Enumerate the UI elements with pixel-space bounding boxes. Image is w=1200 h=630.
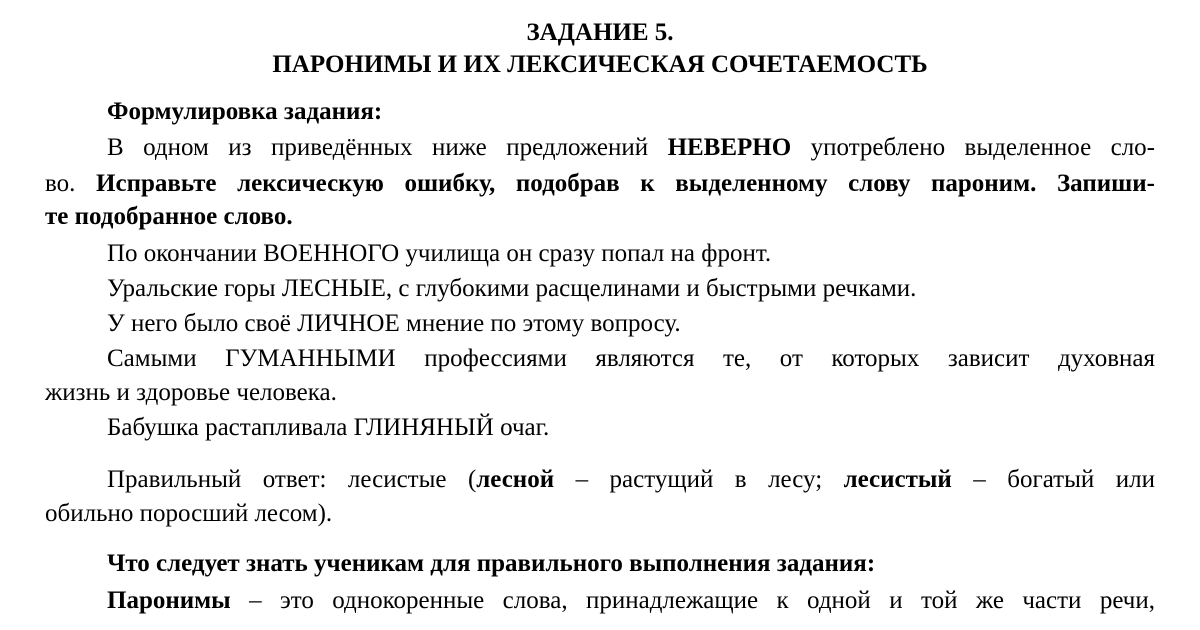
task-heading-text: Формулировка задания:: [107, 98, 383, 125]
notes-heading: [107, 549, 875, 579]
sentence-3: У него было своё ЛИЧНОЕ мнение по этому вопросу.: [107, 310, 681, 337]
notes-heading-text: Что следует знать ученикам для правильного выполнения задания:: [107, 550, 876, 577]
task-instruction-bold: Исправьте лексическую ошибку, подобрав к выделенному слову пароним. Запиши-: [96, 170, 1155, 197]
task-text-line-3: [45, 202, 293, 232]
answer-text-part: – растущий в лесу;: [554, 466, 844, 493]
answer-line-2: обильно поросший лесом).: [45, 500, 333, 527]
sentence-5: Бабушка растапливала ГЛИНЯНЫЙ очаг.: [107, 414, 550, 441]
task-text-part: В одном из приведённых ниже предложений: [107, 134, 668, 161]
sentence-4-line-2: жизнь и здоровье человека.: [45, 379, 337, 406]
sentence-2: Уральские горы ЛЕСНЫЕ, с глубокими расщелинами и быстрыми речками.: [107, 275, 917, 302]
sentence-4-line-1: Самыми ГУМАННЫМИ профессиями являются те, от которых зависит духовная: [107, 345, 1155, 372]
notes-term-paronyms: Паронимы: [107, 587, 231, 614]
task-topic-title: ПАРОНИМЫ И ИХ ЛЕКСИЧЕСКАЯ СОЧЕТАЕМОСТЬ: [272, 51, 928, 78]
task-text-line-1: [107, 133, 1155, 163]
task-instruction-bold-end: те подобранное слово.: [45, 203, 293, 230]
task-text-part: употреблено выделенное сло-: [791, 134, 1156, 161]
task-text-part: во.: [45, 170, 97, 197]
notes-line-1: [107, 586, 1155, 616]
task-number-title: ЗАДАНИЕ 5.: [526, 19, 674, 46]
task-emphasis-neverno: НЕВЕРНО: [667, 134, 792, 161]
task-text-line-2: [45, 169, 1155, 199]
task-heading: [107, 97, 382, 127]
sentence-1: По окончании ВОЕННОГО училища он сразу попал на фронт.: [107, 240, 772, 267]
answer-text-part: – богатый или: [951, 466, 1155, 493]
answer-term-lesnoy: лесной: [476, 466, 555, 493]
answer-line-1: [107, 465, 1155, 495]
answer-text-part: Правильный ответ: лесистые (: [107, 466, 477, 493]
notes-text-part: – это однокоренные слова, принадлежащие к одной и той же части речи,: [230, 587, 1155, 614]
answer-term-lesistyy: лесистый: [843, 466, 952, 493]
